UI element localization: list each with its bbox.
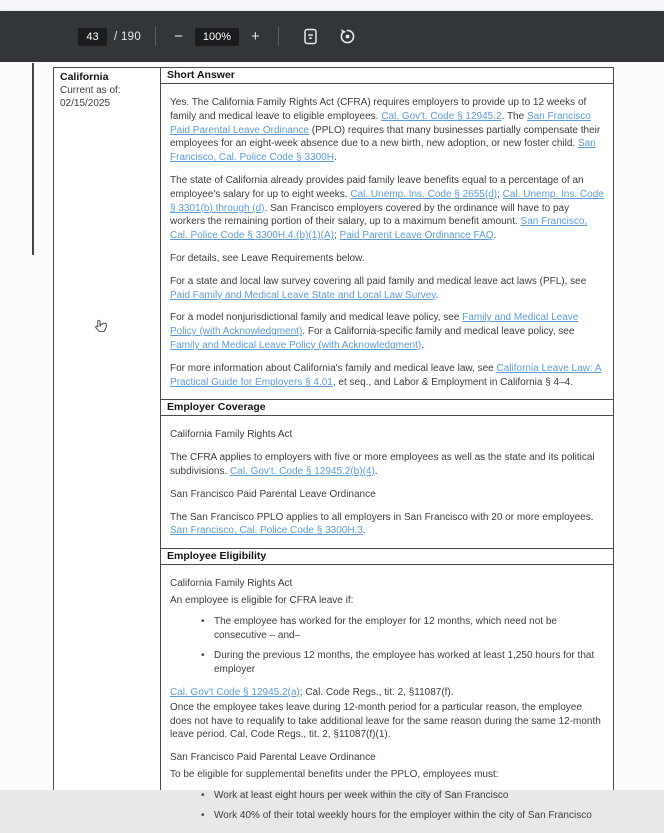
text-run: For details, see Leave Requirements below. [170, 252, 365, 264]
document-link[interactable]: California Leave Law: A Practical Guide for Employers § 4.01 [170, 362, 602, 388]
text-run: California Family Rights Act [170, 578, 293, 590]
document-link[interactable]: Cal. Gov't. Code § 12945.2(b)(4) [230, 465, 375, 477]
text-run: To be eligible for supplemental benefits under the PPLO, employees must: [170, 768, 499, 780]
paragraph [170, 362, 604, 390]
page-count-label: / 190 [114, 30, 142, 43]
text-run: ; Cal. Code Regs., tit. 2, §11087(f). [299, 686, 454, 698]
text-run: San Francisco Paid Parental Leave Ordinance [170, 488, 376, 500]
paragraph [170, 275, 604, 303]
document-link[interactable]: Family and Medical Leave Policy (with Acknowledgment) [170, 312, 579, 338]
text-run: . [333, 152, 337, 164]
bullet-marker: • [201, 789, 205, 801]
paragraph [170, 488, 604, 502]
bullet-marker: • [201, 650, 205, 662]
paragraph [170, 252, 604, 266]
page-edge-line [32, 63, 34, 255]
paragraph [170, 751, 604, 765]
rotate-button[interactable] [335, 26, 360, 47]
text-run: . [374, 465, 378, 477]
text-run: . The [501, 110, 527, 122]
bullet-marker: • [201, 615, 205, 627]
text-run: . [362, 525, 366, 537]
text-run: . [421, 339, 425, 351]
document-link[interactable]: Cal. Gov't Code § 12945.2(a) [170, 686, 300, 698]
section-body [161, 416, 613, 548]
document-link[interactable]: San Francisco, Cal. Police Code § 3300H.3 [170, 525, 363, 537]
text-run: Work at least eight hours per week within the city of San Francisco [214, 789, 509, 801]
text-run: For more information about California's family and medical leave law, see [170, 362, 497, 374]
paragraph [170, 594, 604, 608]
zoom-in-button[interactable]: + [247, 27, 264, 46]
paragraph [170, 577, 604, 591]
section-header: Employee Eligibility [161, 548, 613, 565]
text-run: For a state and local law survey covering all paid family and medical leave act laws (PFL), see [170, 275, 587, 287]
text-run: , et seq., and Labor & Employment in California § 4–4. [332, 376, 573, 388]
jurisdiction-name: California [60, 71, 109, 83]
document-sections [161, 68, 613, 822]
document-section [161, 548, 613, 833]
current-as-of-label: Current as of: [60, 85, 121, 96]
document-section [161, 68, 613, 399]
text-run: During the previous 12 months, the employee has worked at least 1,250 hours for that employer [214, 650, 595, 676]
text-run: The CFRA applies to employers with five or more employees as well as the state and its political subdivisions. [170, 452, 595, 477]
paragraph [170, 701, 604, 742]
text-run: The employee has worked for the employer for 12 months, which need not be consecutive – and– [214, 615, 557, 641]
text-run: The state of California already provides paid family leave benefits equal to a percentage of an employee's salary for up to eight weeks. [170, 174, 584, 200]
page-number-input[interactable] [78, 28, 107, 46]
text-run: ; [333, 230, 340, 242]
document-link[interactable]: San Francisco, Cal. Police Code § 3300H.4.(b)(1)(A) [170, 216, 588, 242]
rotate-counterclockwise-icon [339, 28, 356, 45]
bullet-marker: • [201, 810, 205, 822]
text-run: (PPLO) requires that many businesses partially compensate their employees for an eight-week absence due to a new birth, new adoption, or new foster child. [170, 124, 601, 150]
document-link[interactable]: Cal. Gov't. Code § 12945.2 [381, 110, 502, 122]
text-run: ; [497, 188, 503, 200]
paragraph [170, 428, 604, 442]
document-link[interactable]: Paid Family and Medical Leave State and Local Law Survey [170, 289, 436, 301]
text-run: Once the employee takes leave during 12-month period for a particular reason, the employee does not have to requalify to take additional leave for the same reason during the same 12-month leave period. Cal. Code Regs., tit. 2, §11087(f)(1). [170, 701, 601, 741]
zoom-out-button[interactable]: − [170, 27, 187, 46]
document-link[interactable]: Family and Medical Leave Policy (with Acknowledgment) [170, 339, 422, 351]
text-run: An employee is eligible for CFRA leave if: [170, 594, 354, 606]
paragraph [170, 451, 604, 479]
fit-to-page-button[interactable] [300, 26, 321, 47]
paragraph [170, 768, 604, 782]
document-link[interactable]: Cal. Unemp. Ins. Code § 2655(d) [350, 188, 498, 200]
fit-to-page-icon [304, 28, 317, 45]
paragraph [170, 96, 604, 165]
document-link[interactable]: Paid Parent Leave Ordinance FAQ [339, 230, 494, 242]
text-run: California Family Rights Act [170, 429, 293, 441]
text-run: For a model nonjurisdictional family and medical leave policy, see [170, 312, 463, 324]
jurisdiction-cell [54, 68, 161, 790]
document-link[interactable]: Cal. Unemp. Ins. Code § 3301(b) through (d) [170, 188, 604, 214]
paragraph [170, 174, 604, 243]
bullet-item [170, 789, 604, 803]
section-header: Short Answer [161, 68, 613, 84]
bullet-item [170, 809, 604, 823]
text-run: . [493, 230, 497, 242]
text-run: San Francisco Paid Parental Leave Ordinance [170, 752, 376, 764]
document-table [53, 67, 614, 822]
bullet-item [170, 649, 604, 677]
text-run: Work 40% of their total weekly hours for the employer within the city of San Francisco [214, 810, 592, 822]
text-run: . [435, 289, 439, 301]
document-link[interactable]: San Francisco Paid Parental Leave Ordinance [170, 110, 591, 136]
paragraph [170, 511, 604, 539]
paragraph [170, 311, 604, 352]
zoom-level-display[interactable]: 100% [195, 28, 239, 46]
section-body [161, 84, 613, 399]
text-run: The San Francisco PPLO applies to all employers in San Francisco with 20 or more employees. [170, 511, 594, 523]
paragraph [170, 686, 604, 700]
toolbar-divider [155, 27, 156, 46]
text-run: Yes. The California Family Rights Act (CFRA) requires employers to provide up to 12 weeks of family and medical leave to eligible employees. [170, 97, 587, 122]
browser-top-strip [0, 0, 664, 11]
toolbar-divider [278, 27, 279, 46]
bullet-item [170, 615, 604, 643]
section-header: Employer Coverage [161, 399, 613, 416]
current-as-of-date: 02/15/2025 [60, 98, 111, 109]
document-link[interactable]: San Francisco, Cal. Police Code § 3300H [170, 138, 596, 164]
pdf-toolbar [0, 11, 664, 62]
pdf-page [0, 62, 664, 822]
section-body [161, 565, 613, 833]
text-run: . San Francisco employers covered by the ordinance will have to pay workers the remaining portion of their salary, up to a maximum benefit amount. [170, 202, 570, 228]
document-section [161, 399, 613, 548]
text-run: . For a California-specific family and medical leave policy, see [302, 326, 575, 338]
